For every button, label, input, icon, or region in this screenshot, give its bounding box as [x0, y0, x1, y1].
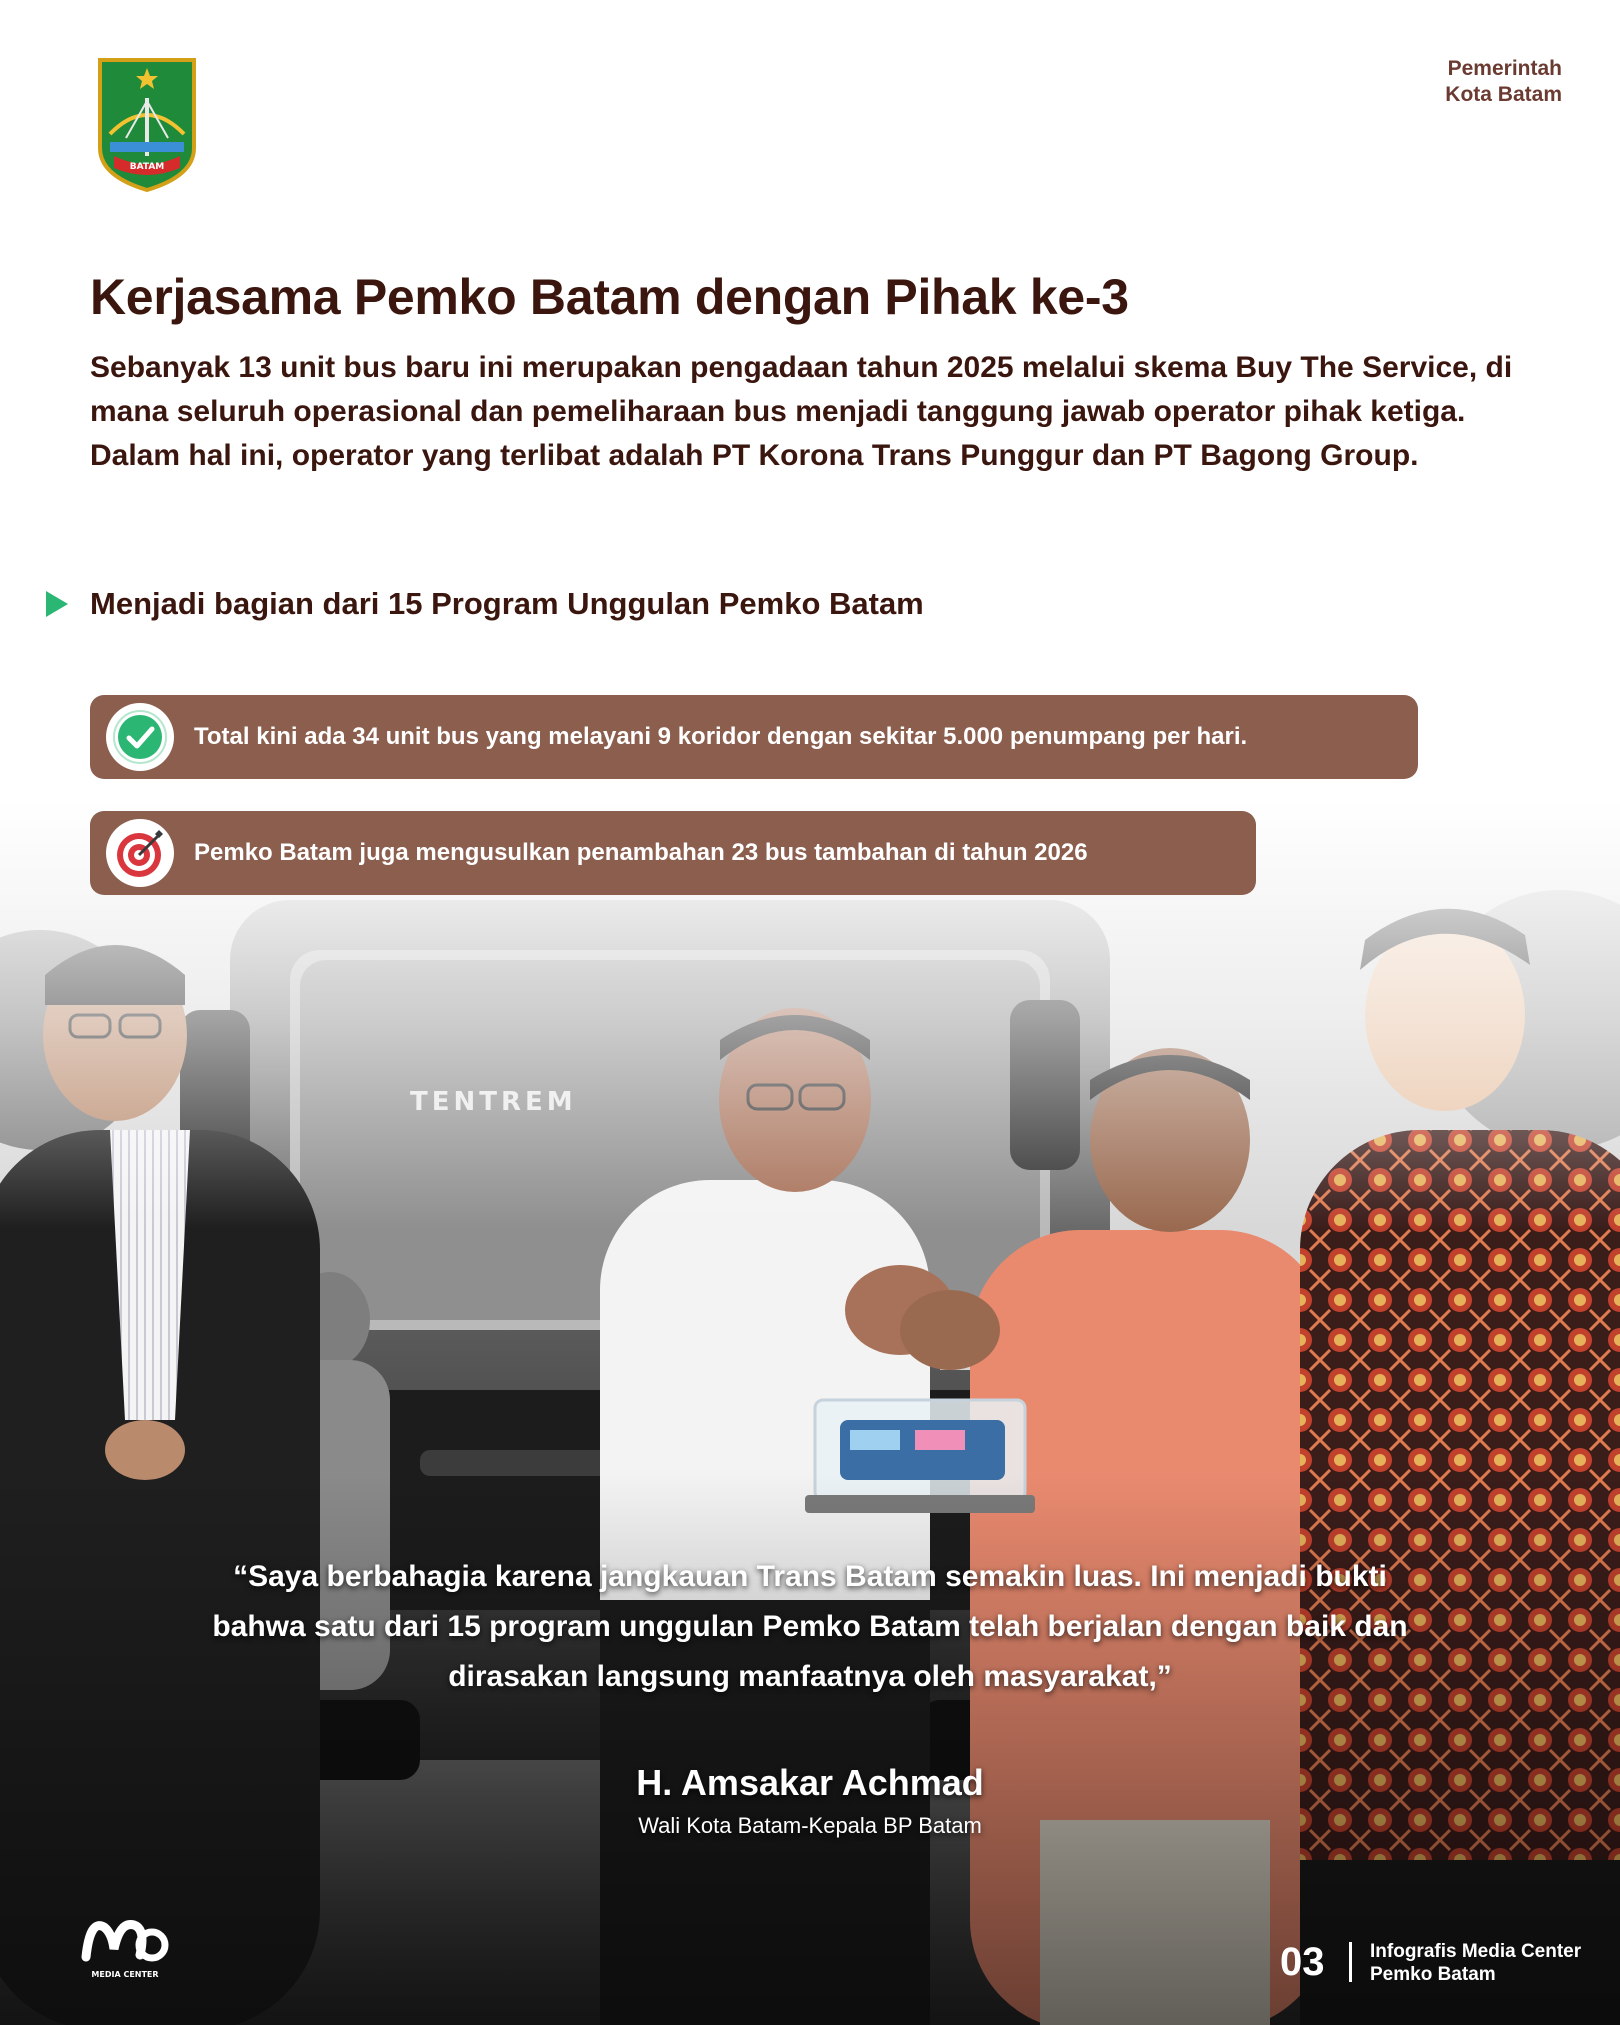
quote-speaker-role: Wali Kota Batam-Kepala BP Batam [638, 1813, 982, 1838]
program-highlight [46, 584, 924, 624]
quote-speaker: H. Amsakar Achmad [636, 1762, 984, 1803]
media-center-logo-icon [80, 1905, 170, 1985]
fact-text-bus-proposal: Pemko Batam juga mengusulkan penambahan 23 bus tambahan di tahun 2026 [194, 839, 1088, 866]
page-title: Kerjasama Pemko Batam dengan Pihak ke-3 [90, 269, 1129, 325]
fact-pill-bus-total [90, 695, 1418, 779]
footer-source-line-2: Pemko Batam [1370, 1964, 1496, 1985]
target-icon [106, 819, 174, 887]
org-label [1445, 56, 1562, 108]
fact-pill-bus-proposal [90, 811, 1256, 895]
logo-text: BATAM [129, 162, 165, 172]
batam-coat-of-arms-icon [96, 56, 198, 192]
lead-paragraph: Sebanyak 13 unit bus baru ini merupakan pengadaan tahun 2025 melalui skema Buy The Service, di mana seluruh operasional dan pemeliharaan bus menjadi tanggung jawab operator pihak ketiga. Dalam hal ini, operator yang terlibat adalah PT Korona Trans Punggur dan PT Bagong Group. [90, 351, 1513, 472]
footer-source-line-1: Infografis Media Center [1370, 1941, 1582, 1962]
page-number: 03 [1280, 1940, 1325, 1984]
handover-photo [0, 800, 1620, 2025]
fact-text-bus-total: Total kini ada 34 unit bus yang melayani 9 koridor dengan sekitar 5.000 penumpang per hari. [194, 723, 1248, 750]
org-line-1: Pemerintah [1447, 57, 1562, 80]
program-text: Menjadi bagian dari 15 Program Unggulan Pemko Batam [90, 586, 924, 621]
footer-divider [1349, 1942, 1352, 1982]
footer-source [1370, 1940, 1581, 1986]
org-line-2: Kota Batam [1445, 83, 1562, 106]
quote-text: “Saya berbahagia karena jangkauan Trans Batam semakin luas. Ini menjadi bukti bahwa satu dari 15 program unggulan Pemko Batam telah berjalan dengan baik dan dirasakan langsung manfaatnya oleh masyarakat,” [212, 1560, 1408, 1693]
triangle-bullet-icon [46, 591, 68, 617]
mc-logo-text: MEDIA CENTER [91, 1970, 159, 1979]
check-circle-icon [106, 703, 174, 771]
